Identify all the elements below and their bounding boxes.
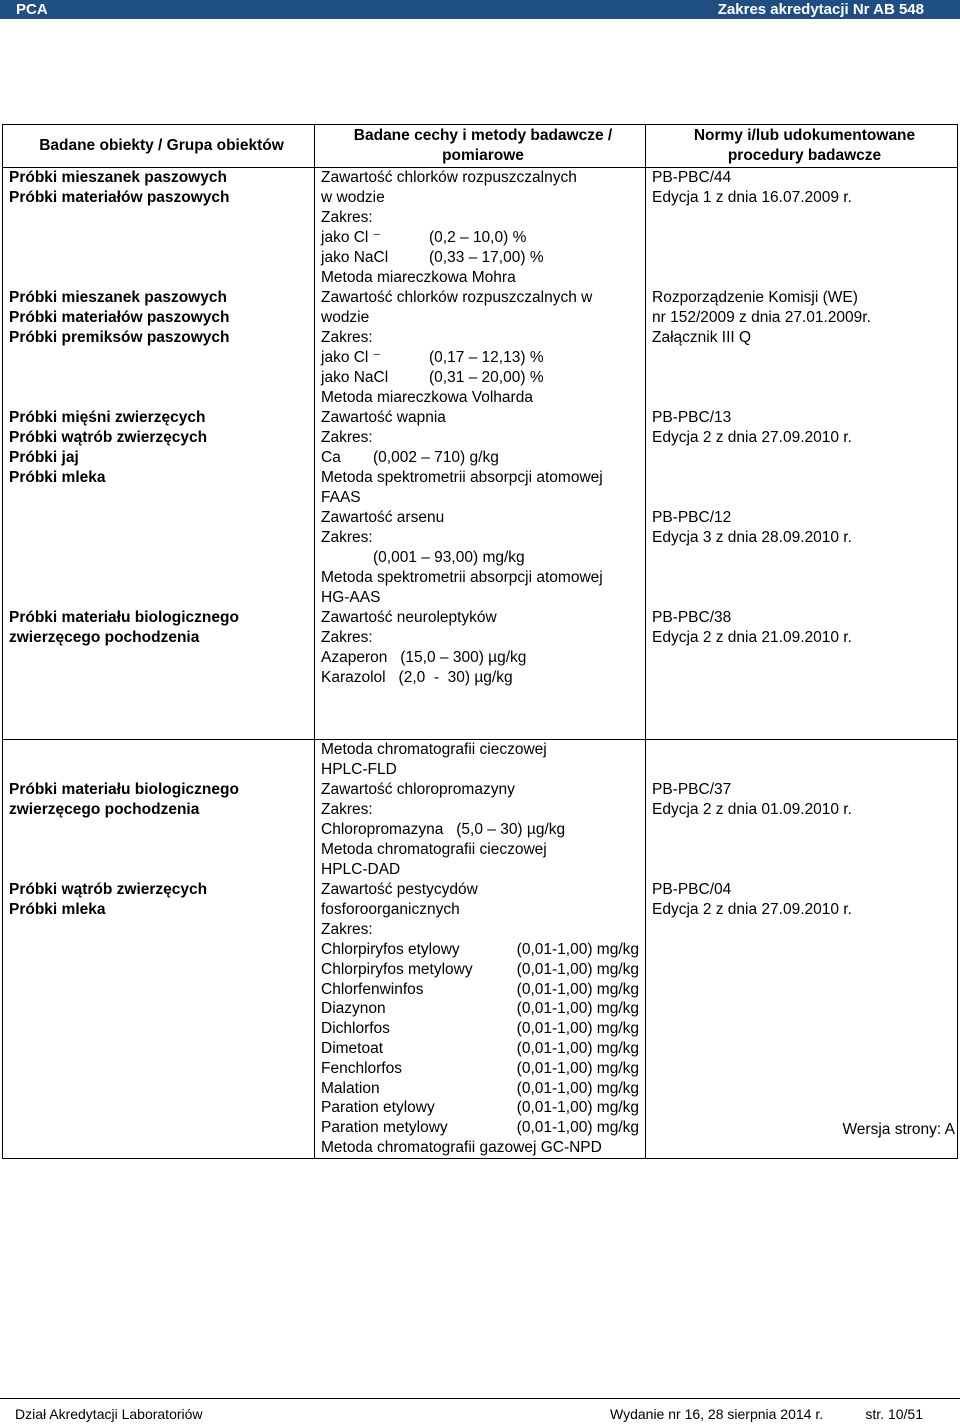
accreditation-table [2,124,958,1159]
objects-cell [3,740,315,1159]
method-block-neuroleptics-cont: Metoda chromatografii cieczowej HPLC-FLD [321,741,547,778]
header-org: PCA [16,1,48,18]
objects-cell [3,168,315,740]
pesticide-row: Chlorpiryfos etylowy (0,01-1,00) mg/kg [321,941,639,958]
standard-ref: PB-PBC/37 Edycja 2 z dnia 01.09.2010 r. [652,781,852,818]
table-row [3,740,958,1159]
table-header-row [3,125,958,168]
methods-cell [315,740,646,1159]
top-header-bar [0,0,960,19]
footer-edition: Wydanie nr 16, 28 sierpnia 2014 r. [610,1406,824,1422]
footer-page-number: str. 10/51 [865,1406,923,1422]
page-footer [0,1406,960,1426]
page-version: Wersja strony: A [842,1121,955,1138]
objects-group: Próbki mieszanek paszowych Próbki materiałów paszowych [9,169,230,206]
footer-department: Dział Akredytacji Laboratoriów [15,1406,203,1422]
methods-cell [315,168,646,740]
standards-cell [646,168,958,740]
standard-ref: PB-PBC/44 Edycja 1 z dnia 16.07.2009 r. [652,169,852,206]
standard-ref: PB-PBC/12 Edycja 3 z dnia 28.09.2010 r. [652,509,852,546]
standard-ref: PB-PBC/38 Edycja 2 z dnia 21.09.2010 r. [652,609,852,646]
method-block-chlorpromazine: Zawartość chloropromazyny Zakres: Chloropromazyna (5,0 – 30) µg/kg Metoda chromatografii cieczowej HPLC-DAD [321,781,566,878]
standard-ref: Rozporządzenie Komisji (WE) nr 152/2009 z dnia 27.01.2009r. Załącznik III Q [652,289,871,346]
pesticide-row: Dimetoat (0,01-1,00) mg/kg [321,1039,639,1057]
standards-cell [646,740,958,1159]
header-standards: Normy i/lub udokumentowane procedury badawcze [646,125,958,168]
method-block-neuroleptics: Zawartość neuroleptyków Zakres: Azaperon (15,0 – 300) µg/kg Karazolol (2,0 - 30) µg/kg [321,609,527,686]
objects-group: Próbki materiału biologicznego zwierzęcego pochodzenia [9,781,239,818]
header-methods: Badane cechy i metody badawcze / pomiarowe [315,125,646,168]
pesticide-row: Dichlorfos (0,01-1,00) mg/kg [321,1020,639,1038]
method-block-chlorides-volhard: Zawartość chlorków rozpuszczalnych w wodzie Zakres: jako Cl ⁻ (0,17 – 12,13) % jako NaCl (0,31 – 20,00) % Metoda miareczkowa Volharda [321,289,593,406]
objects-group: Próbki materiału biologicznego zwierzęcego pochodzenia [9,609,239,646]
objects-group: Próbki mięśni zwierzęcych Próbki wątrób zwierzęcych Próbki jaj Próbki mleka [9,409,208,486]
header-doc-title: Zakres akredytacji Nr AB 548 [717,1,924,18]
objects-group: Próbki mieszanek paszowych Próbki materiałów paszowych Próbki premiksów paszowych [9,289,230,346]
method-block-pesticides: Zawartość pestycydów fosforoorganicznych Zakres: Chlorpiryfos etylowy (0,01-1,00) mg/kg Chlorpiryfos metylowy (0,01-1,00) mg/kg Chlorfenwinfos (0,01-1,00) mg/kg Diazynon (0,01-1,00) mg/kg Dichlorfos (0,01-1,00) mg/kg Dimetoat (0,01-1,00) mg/kg Fenchlorfos (0,01-1,00) mg/kg Malation (0,01-1,00) mg/kg Paration etylowy (0,01-1,00) mg/kg Paration metylowy (0,01-1,00) mg/kg Metoda chromatografii gazowej GC-NPD [321,881,639,1156]
standard-ref: PB-PBC/04 Edycja 2 z dnia 27.09.2010 r. [652,881,852,918]
pesticide-row: Malation (0,01-1,00) mg/kg [321,1079,639,1097]
standard-ref: PB-PBC/13 Edycja 2 z dnia 27.09.2010 r. [652,409,852,446]
pesticide-row: Chlorfenwinfos (0,01-1,00) mg/kg [321,980,639,998]
pesticide-row: Fenchlorfos (0,01-1,00) mg/kg [321,1059,639,1077]
pesticide-row: Chlorpiryfos metylowy (0,01-1,00) mg/kg [321,960,639,978]
method-block-chlorides-mohr: Zawartość chlorków rozpuszczalnych w wodzie Zakres: jako Cl ⁻ (0,2 – 10,0) % jako NaCl (0,33 – 17,00) % Metoda miareczkowa Mohra [321,169,577,286]
pesticide-row: Paration etylowy (0,01-1,00) mg/kg [321,1099,639,1117]
pesticide-row: Diazynon (0,01-1,00) mg/kg [321,1000,639,1018]
method-block-arsenic: Zawartość arsenu Zakres: (0,001 – 93,00) mg/kg Metoda spektrometrii absorpcji atomowej HG-AAS [321,509,603,606]
pesticide-row: Paration metylowy (0,01-1,00) mg/kg [321,1119,639,1137]
table-row [3,168,958,740]
header-objects: Badane obiekty / Grupa obiektów [3,125,315,168]
method-block-calcium: Zawartość wapnia Zakres: Ca (0,002 – 710) g/kg Metoda spektrometrii absorpcji atomowej FAAS [321,409,603,506]
footer-divider [0,1398,960,1399]
objects-group: Próbki wątrób zwierzęcych Próbki mleka [9,881,208,918]
